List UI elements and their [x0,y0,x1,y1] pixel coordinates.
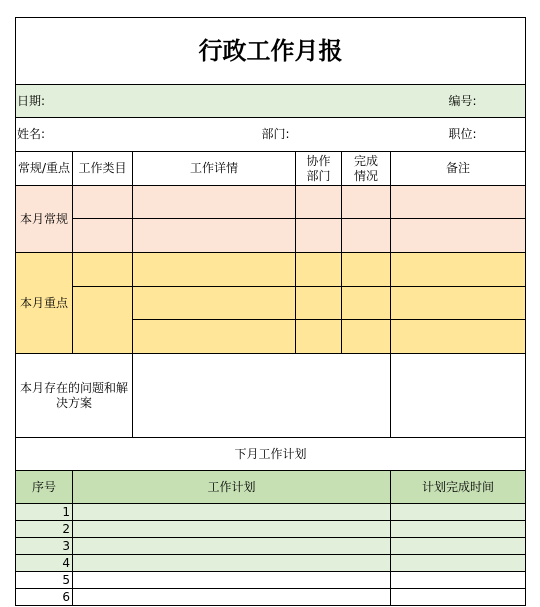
routine-coop-cell[interactable] [296,186,342,219]
routine-detail-cell[interactable] [133,186,296,219]
department-field[interactable]: 部门: [296,118,391,152]
key-type-cell[interactable] [73,253,133,287]
plan-row-index: 1 [16,504,73,521]
key-remark-cell[interactable] [391,253,526,287]
plan-row-content[interactable] [73,538,391,555]
key-remark-cell[interactable] [391,320,526,354]
col-header-remark: 备注 [391,152,526,186]
plan-row-content[interactable] [73,555,391,572]
routine-status-cell[interactable] [342,186,391,219]
plan-row-content[interactable] [73,589,391,606]
report-title: 行政工作月报 [16,18,526,85]
routine-type-cell[interactable] [73,219,133,253]
position-field[interactable]: 职位: [391,118,526,152]
col-header-completion [342,152,391,186]
col-header-status-line2: 情况 [353,168,378,183]
plan-row-time[interactable] [391,521,526,538]
key-type-cell[interactable] [73,287,133,354]
section-key-label: 本月重点 [16,253,73,354]
key-status-cell[interactable] [342,320,391,354]
number-field[interactable]: 编号: [391,85,526,118]
plan-row-content[interactable] [73,572,391,589]
routine-detail-cell[interactable] [133,219,296,253]
routine-status-cell[interactable] [342,219,391,253]
col-header-detail: 工作详情 [133,152,296,186]
plan-col-time: 计划完成时间 [391,471,526,504]
key-status-cell[interactable] [342,253,391,287]
problems-label-line1: 本月存在的问题和解 [19,380,128,395]
routine-remark-cell[interactable] [391,219,526,253]
routine-type-cell[interactable] [73,186,133,219]
problems-label-line2: 决方案 [55,395,92,410]
plan-row-content[interactable] [73,504,391,521]
key-coop-cell[interactable] [296,320,342,354]
problems-content-cell[interactable] [133,354,391,438]
date-field[interactable]: 日期: [16,85,391,118]
routine-coop-cell[interactable] [296,219,342,253]
section-routine-label: 本月常规 [16,186,73,253]
plan-col-index: 序号 [16,471,73,504]
routine-remark-cell[interactable] [391,186,526,219]
plan-row-index: 5 [16,572,73,589]
plan-row-index: 2 [16,521,73,538]
plan-col-plan: 工作计划 [73,471,391,504]
plan-row-time[interactable] [391,572,526,589]
plan-row-time[interactable] [391,504,526,521]
plan-row-index: 4 [16,555,73,572]
col-header-status-line1: 完成 [353,153,378,168]
report-table [15,17,526,606]
col-header-coop-dept [296,152,342,186]
plan-row-index: 3 [16,538,73,555]
plan-row-time[interactable] [391,589,526,606]
key-detail-cell[interactable] [133,253,296,287]
col-header-coop-line2: 部门 [306,168,331,183]
name-field[interactable]: 姓名: [16,118,296,152]
key-detail-cell[interactable] [133,287,296,320]
key-remark-cell[interactable] [391,287,526,320]
key-coop-cell[interactable] [296,287,342,320]
plan-row-content[interactable] [73,521,391,538]
key-status-cell[interactable] [342,287,391,320]
col-header-coop-line1: 协作 [306,153,331,168]
key-coop-cell[interactable] [296,253,342,287]
key-detail-cell[interactable] [133,320,296,354]
plan-row-index: 6 [16,589,73,606]
next-plan-heading: 下月工作计划 [16,438,526,471]
plan-row-time[interactable] [391,538,526,555]
monthly-report-sheet [15,17,525,606]
solutions-content-cell[interactable] [391,354,526,438]
col-header-category: 常规/重点 [16,152,73,186]
col-header-type: 工作类目 [73,152,133,186]
section-problems-label [16,354,133,438]
plan-row-time[interactable] [391,555,526,572]
